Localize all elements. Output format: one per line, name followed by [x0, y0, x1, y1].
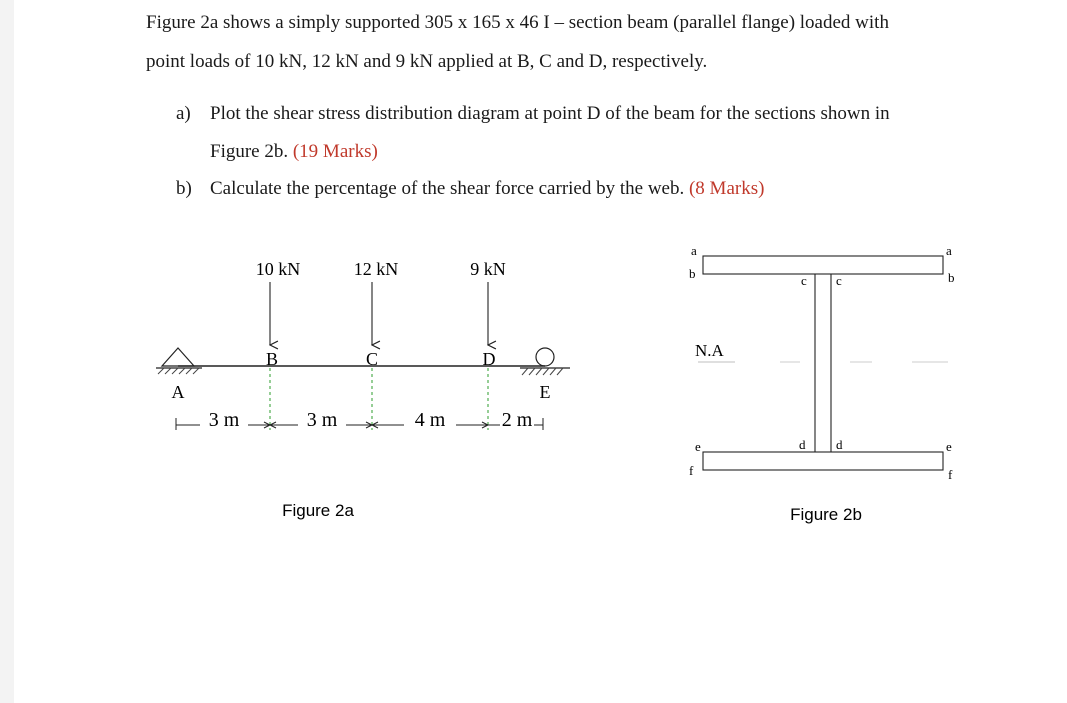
part-a-marker: a): [176, 103, 191, 124]
point-label-c: C: [365, 349, 379, 369]
part-b-marks: (8 Marks): [688, 178, 765, 199]
span-label-ab: 3 m: [208, 409, 240, 431]
level-label-d-left: d: [799, 437, 806, 452]
span-label-de: 2 m: [501, 409, 533, 431]
question-intro-line-2: point loads of 10 kN, 12 kN and 9 kN applied at B, C and D, respectively.: [146, 51, 708, 72]
load-label-d: 9 kN: [470, 259, 506, 279]
level-label-b-right: b: [948, 270, 955, 285]
question-intro-line-1: Figure 2a shows a simply supported 305 x 165 x 46 I – section beam (parallel flange) loaded with: [146, 12, 889, 33]
part-b-marker: b): [176, 178, 192, 199]
span-label-bc: 3 m: [306, 409, 338, 431]
point-label-d: D: [482, 349, 496, 369]
level-label-e-right: e: [946, 439, 952, 454]
top-flange: [703, 256, 943, 274]
level-label-e-left: e: [695, 439, 701, 454]
level-label-a-left: a: [691, 243, 697, 258]
neutral-axis-label: N.A: [695, 341, 724, 360]
level-label-f-right: f: [948, 467, 953, 482]
point-label-b: B: [265, 349, 279, 369]
load-label-c: 12 kN: [353, 259, 399, 279]
level-label-d-right: d: [836, 437, 843, 452]
bottom-flange: [703, 452, 943, 470]
figure-2a-caption: Figure 2a: [282, 501, 354, 520]
level-label-b-left: b: [689, 266, 696, 281]
load-label-b: 10 kN: [255, 259, 301, 279]
level-label-f-left: f: [689, 463, 694, 478]
span-label-cd: 4 m: [414, 409, 446, 431]
part-a-line-2-text: Figure 2b.: [210, 141, 289, 162]
level-label-c-right: c: [836, 273, 842, 288]
part-a-line-1: Plot the shear stress distribution diagram at point D of the beam for the sections shown in: [210, 103, 890, 124]
part-a-marks: (19 Marks): [292, 141, 378, 162]
level-label-c-left: c: [801, 273, 807, 288]
level-label-a-right: a: [946, 243, 952, 258]
part-b-text: Calculate the percentage of the shear force carried by the web.: [210, 178, 685, 199]
point-label-e: E: [539, 382, 551, 402]
figure-2b-caption: Figure 2b: [790, 505, 862, 524]
point-label-a: A: [171, 382, 185, 402]
